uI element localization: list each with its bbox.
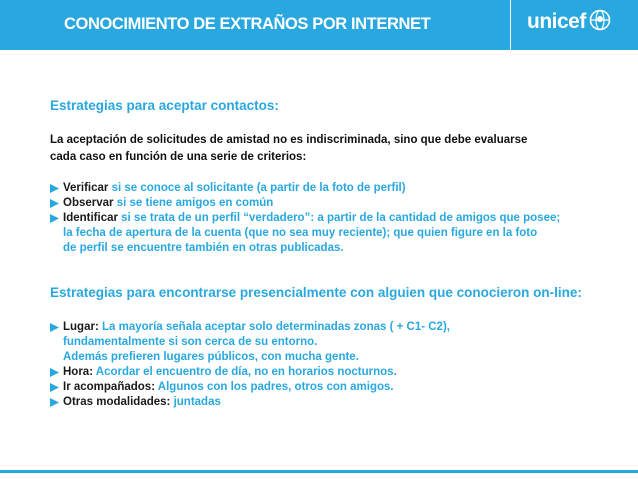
list-item [50, 395, 450, 410]
bullet-arrow-icon [50, 199, 59, 208]
bullet-arrow-icon [50, 184, 59, 193]
list-item [50, 320, 450, 365]
page-title: CONOCIMIENTO DE EXTRAÑOS POR INTERNET [64, 15, 431, 33]
item-continuation: de perfil se encuentre también en otras publicadas. [63, 242, 344, 254]
item-text: si se trata de un perfil “verdadero”: a partir de la cantidad de amigos que posee; [117, 212, 561, 224]
item-text: La mayoría señala aceptar solo determinadas zonas ( + C1- C2), [98, 321, 450, 333]
footer-line [0, 470, 638, 473]
section-heading-meetings: Estrategias para encontrarse presencialmente con alguien que conocieron on-line: [50, 285, 582, 300]
intro-line: La aceptación de solicitudes de amistad no es indiscriminada, sino que debe evaluarse [50, 134, 528, 146]
item-text: si se tiene amigos en común [113, 197, 274, 209]
bullet-arrow-icon [50, 383, 59, 392]
item-text: si se conoce al solicitante (a partir de la foto de perfil) [108, 182, 406, 194]
item-lead: Ir acompañados: [63, 381, 156, 393]
item-text: Algunos con los padres, otros con amigos. [155, 381, 394, 393]
list-item [50, 365, 450, 380]
item-lead: Otras modalidades: [63, 396, 171, 408]
meeting-strategies-list [50, 320, 450, 410]
item-lead: Verificar [63, 182, 109, 194]
list-item [50, 196, 560, 211]
globe-emblem-icon [589, 9, 611, 31]
item-lead: Hora: [63, 366, 94, 378]
item-continuation: fundamentalmente si son cerca de su entorno. [63, 336, 318, 348]
item-continuation: la fecha de apertura de la cuenta (que no sea muy reciente); que quien figure en la foto [63, 227, 538, 239]
list-item [50, 211, 560, 256]
unicef-logo [527, 10, 611, 34]
item-lead: Lugar: [63, 321, 99, 333]
bullet-arrow-icon [50, 368, 59, 377]
list-item [50, 380, 450, 395]
item-lead: Observar [63, 197, 114, 209]
item-text: Acordar el encuentro de día, no en horarios nocturnos. [93, 366, 397, 378]
intro-line: cada caso en función de una serie de criterios: [50, 151, 307, 163]
item-text: juntadas [170, 396, 221, 408]
list-item [50, 181, 560, 196]
contact-strategies-list [50, 181, 560, 256]
header-divider [510, 0, 511, 50]
item-lead: Identificar [63, 212, 118, 224]
section-heading-contacts: Estrategias para aceptar contactos: [50, 98, 279, 113]
bullet-arrow-icon [50, 398, 59, 407]
item-continuation: Además prefieren lugares públicos, con mucha gente. [63, 351, 359, 363]
header-bar [0, 0, 638, 50]
bullet-arrow-icon [50, 214, 59, 223]
intro-paragraph [50, 132, 590, 166]
bullet-arrow-icon [50, 323, 59, 332]
logo-wordmark: unicef [527, 10, 586, 33]
